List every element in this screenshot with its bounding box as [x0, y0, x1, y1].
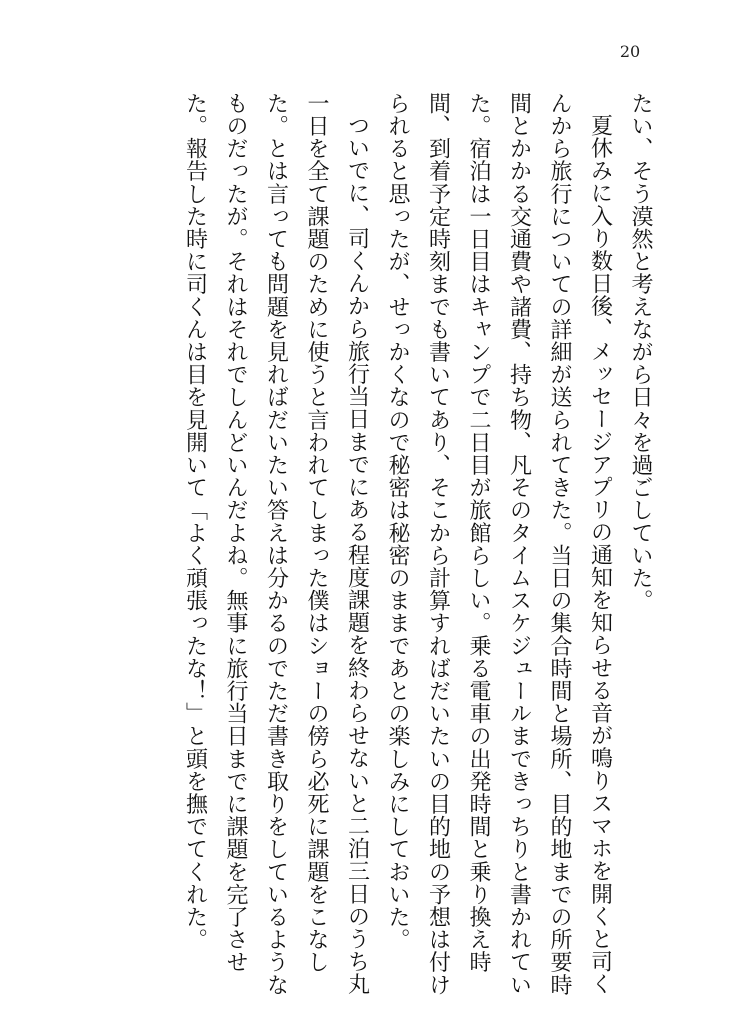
page-number: 20 — [619, 42, 641, 61]
paragraph-1: たい、そう漠然と考えながら日々を過ごしていた。 — [628, 92, 653, 612]
body-text — [170, 92, 660, 1002]
paragraph-2: 夏休みに入り数日後、メッセージアプリの通知を知らせる音が鳴りスマホを開くと司くんから旅行についての詳細が送られてきた。当日の集合時間と場所、目的地までの所要時間とかかる交通費や諸費、持ち物、凡そのタイムスケジュールまできっちりと書かれていた。宿泊は一日目はキャンプで二日目が旅館らしい。乗る電車の出発時間と乗り換え時間、到着予定時刻までも書いてあり、そこから計算すればだいたいの目的地の予想は付けられると思ったが、せっかくなので秘密は秘密のままであとの楽しみにしておいた。 — [385, 92, 613, 996]
paragraph-3: ついでに、司くんから旅行当日までにある程度課題を終わらせないと二泊三日のうち丸一日を全て課題のために使うと言われてしまった僕はショーの傍ら必死に課題をこなした。とは言っても問題を見ればだいたい答えは分かるのでただ書き取りをしているようなものだったが。それはそれでしんどいんだよね。無事に旅行当日までに課題を完了させた。報告した時に司くんは目を見開いて「よく頑張ったな！」と頭を撫でてくれた。 — [182, 92, 370, 996]
